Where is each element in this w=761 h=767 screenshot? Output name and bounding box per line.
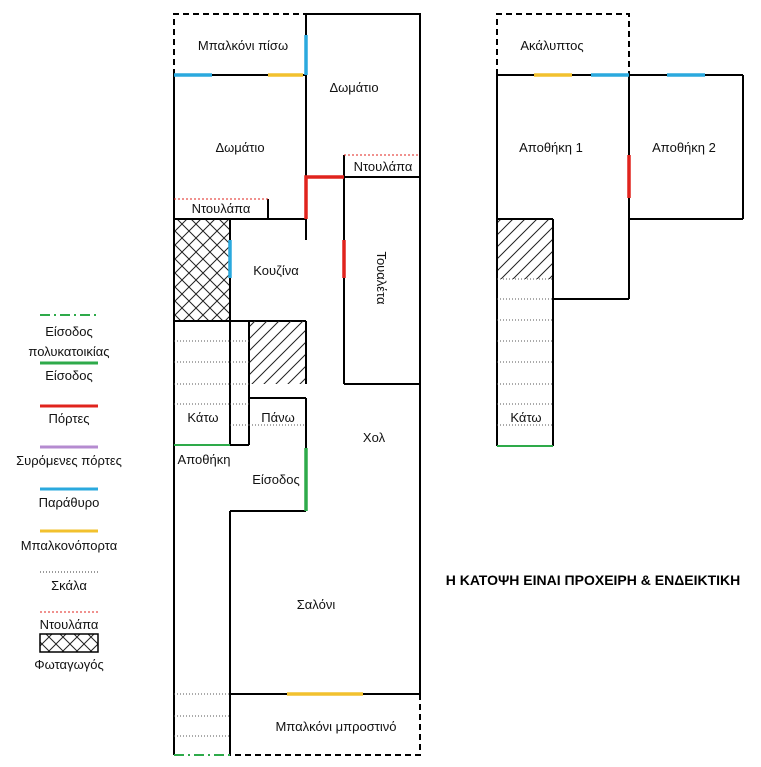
main-labels	[178, 38, 413, 734]
stair-hatch	[249, 321, 306, 384]
legend-sliding-door-label: Συρόμενες πόρτες	[16, 453, 122, 468]
label-down: Κάτω	[187, 410, 219, 425]
label-entrance: Είσοδος	[252, 472, 300, 487]
legend-cupboard-label: Ντουλάπα	[39, 617, 99, 632]
legend	[16, 315, 122, 672]
label-front-balcony: Μπαλκόνι μπροστινό	[275, 719, 397, 734]
label-up: Πάνω	[261, 410, 295, 425]
legend-stairs-label: Σκάλα	[51, 578, 87, 593]
legend-building-entrance-label-2: πολυκατοικίας	[28, 344, 110, 359]
legend-balcony-door-label: Μπαλκονόπορτα	[20, 538, 118, 553]
label-cupboard-right: Ντουλάπα	[353, 159, 413, 174]
label-cupboard-left: Ντουλάπα	[191, 201, 251, 216]
label-room-right: Δωμάτιο	[329, 80, 379, 95]
label-storage-down: Κάτω	[510, 410, 542, 425]
legend-entrance-label: Είσοδος	[45, 368, 93, 383]
light-shaft-main	[174, 219, 230, 321]
wall-top-right	[306, 14, 420, 694]
label-living-room: Σαλόνι	[296, 597, 336, 612]
label-back-balcony: Μπαλκόνι πίσω	[197, 38, 289, 53]
stair-treads-main	[174, 341, 306, 736]
legend-light-shaft-label: Φωταγωγός	[34, 657, 104, 672]
legend-building-entrance-label-1: Είσοδος	[45, 324, 93, 339]
label-open-space: Ακάλυπτος	[520, 38, 584, 53]
label-toilet: Τουαλέτα	[374, 251, 389, 305]
openings-main	[174, 35, 363, 755]
storage-stair-hatch	[498, 220, 552, 279]
label-storage: Αποθήκη	[177, 452, 231, 467]
legend-light-shaft-swatch	[40, 634, 98, 652]
door-room-right	[306, 177, 344, 219]
legend-door-label: Πόρτες	[48, 411, 90, 426]
storage-plan	[497, 14, 743, 446]
legend-window-label: Παράθυρο	[38, 495, 100, 510]
label-storage-2: Αποθήκη 2	[652, 140, 716, 155]
plan-note: Η ΚΑΤΟΨΗ ΕΙΝΑΙ ΠΡΟΧΕΙΡΗ & ΕΝΔΕΙΚΤΙΚΗ	[445, 572, 741, 588]
stair-treads-storage	[497, 279, 553, 425]
label-kitchen: Κουζίνα	[253, 263, 299, 278]
label-storage-1: Αποθήκη 1	[519, 140, 583, 155]
label-room-left: Δωμάτιο	[215, 140, 265, 155]
label-hall: Χολ	[362, 430, 386, 445]
